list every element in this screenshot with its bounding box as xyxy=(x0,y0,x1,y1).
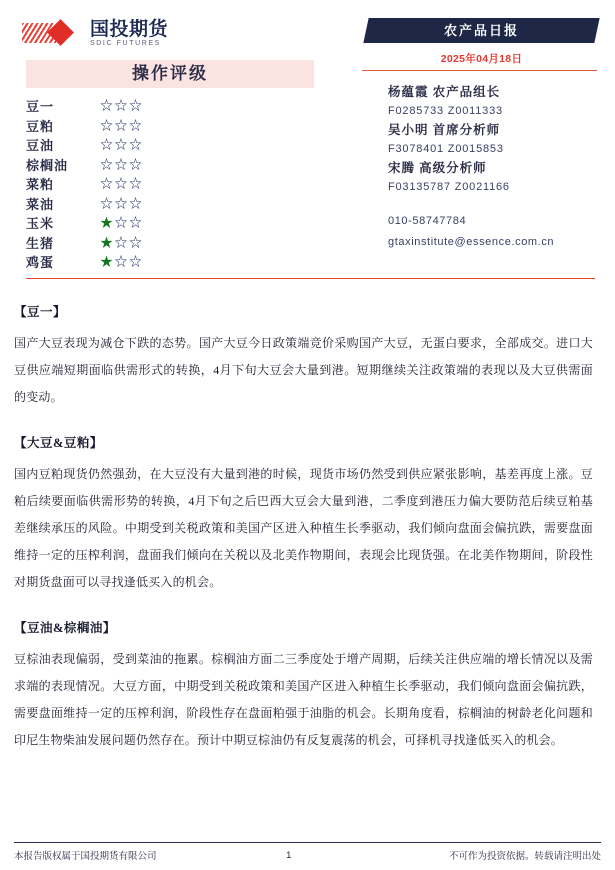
report-date-divider xyxy=(362,70,597,71)
analyst-name: 宋腾 高级分析师 xyxy=(388,161,487,175)
star-empty-icon: ☆ xyxy=(114,254,130,270)
report-title-skew xyxy=(363,18,599,43)
rating-row xyxy=(26,194,322,214)
section-paragraph: 豆棕油表现偏弱，受到菜油的拖累。棕榈油方面二三季度处于增产周期，后续关注供应端的增长情况以及需求端的表现情况。大豆方面，中期受到关税政策和美国产区进入种植生长季驱动，我们倾向盘面会偏抗跌，需要盘面维持一定的压榨利润，阶段性存在盘面粕强于油脂的机会。长期角度看，棕榈油的树龄老化问题和印尼生物柴油发展问题仍然存在。预计中期豆棕油仍有反复震荡的机会，可择机寻找逢低买入的机会。 xyxy=(14,652,593,747)
analyst-license-code: F03135787 Z0021166 xyxy=(388,181,510,193)
star-empty-icon: ☆ xyxy=(100,195,115,211)
rating-commodity-name: 生猪 xyxy=(26,235,55,251)
rating-stars xyxy=(100,216,144,229)
star-empty-icon: ☆ xyxy=(100,137,115,153)
star-empty-icon: ☆ xyxy=(129,195,144,211)
section-heading: 【豆油&棕榈油】 xyxy=(14,621,116,635)
footer-page-number: 1 xyxy=(286,849,292,861)
analyst-license-code: F0285733 Z0011333 xyxy=(388,105,503,117)
rating-panel xyxy=(0,0,322,280)
rating-row xyxy=(26,252,322,272)
star-empty-icon: ☆ xyxy=(129,176,144,192)
star-empty-icon: ☆ xyxy=(114,98,130,114)
star-empty-icon: ☆ xyxy=(114,176,130,192)
rating-stars xyxy=(100,138,144,151)
analyst-license-code: F3078401 Z0015853 xyxy=(388,143,504,155)
report-title-banner xyxy=(366,18,597,44)
header-area xyxy=(0,0,615,280)
analyst-entry xyxy=(388,83,615,121)
star-empty-icon: ☆ xyxy=(129,234,144,250)
report-body xyxy=(0,280,615,754)
contact-email[interactable]: gtaxinstitute@essence.com.cn xyxy=(388,236,555,248)
star-filled-icon: ★ xyxy=(100,234,115,250)
star-empty-icon: ☆ xyxy=(129,98,144,114)
rating-commodity-name: 豆油 xyxy=(26,138,55,154)
rating-commodity-name: 豆一 xyxy=(26,99,55,115)
analyst-name: 杨蕴霞 农产品组长 xyxy=(388,85,501,99)
page-footer xyxy=(14,842,601,862)
contact-phone: 010-58747784 xyxy=(388,215,467,227)
star-empty-icon: ☆ xyxy=(100,156,115,172)
star-empty-icon: ☆ xyxy=(114,137,130,153)
report-meta-panel xyxy=(322,0,615,280)
section-paragraph: 国内豆粕现货仍然强劲，在大豆没有大量到港的时候，现货市场仍然受到供应紧张影响，基差再度上涨。豆粕后续要面临供需形势的转换，4月下旬之后巴西大豆会大量到港，二季度到港压力偏大要防范后续豆粕基差继续承压的风险。中期受到关税政策和美国产区进入种植生长季驱动，我们倾向盘面会偏抗跌，需要盘面维持一定的压榨利润，盘面我们倾向在关税以及北美作物期间，表现会比现货强。在北美作物期间，阶段性对期货盘面可以寻找逢低买入的机会。 xyxy=(14,467,593,589)
analyst-entry xyxy=(388,159,615,197)
header-divider xyxy=(26,278,595,279)
star-empty-icon: ☆ xyxy=(129,215,144,231)
star-empty-icon: ☆ xyxy=(129,137,144,153)
rating-stars xyxy=(100,255,144,268)
rating-stars xyxy=(100,197,144,210)
analyst-entry xyxy=(388,121,615,159)
rating-commodity-name: 棕榈油 xyxy=(26,157,69,173)
star-empty-icon: ☆ xyxy=(100,176,115,192)
section-gap xyxy=(14,602,593,618)
rating-row xyxy=(26,96,322,116)
star-empty-icon: ☆ xyxy=(100,117,115,133)
brand-text xyxy=(90,20,168,47)
footer-disclaimer: 不可作为投资依据。转载请注明出处 xyxy=(448,851,601,862)
rating-row xyxy=(26,213,322,233)
rating-row xyxy=(26,135,322,155)
rating-stars xyxy=(100,236,144,249)
report-section xyxy=(14,618,593,754)
brand-name-cn: 国投期货 xyxy=(90,18,169,40)
rating-list xyxy=(0,96,322,272)
star-empty-icon: ☆ xyxy=(114,234,130,250)
star-empty-icon: ☆ xyxy=(129,254,144,270)
rating-stars xyxy=(100,99,144,112)
section-gap xyxy=(14,417,593,433)
star-filled-icon: ★ xyxy=(100,215,115,231)
brand-name-en: SDIC FUTURES xyxy=(90,39,161,47)
report-section xyxy=(14,302,593,411)
rating-commodity-name: 玉米 xyxy=(26,216,55,232)
contact-block xyxy=(388,211,615,253)
rating-stars xyxy=(100,177,144,190)
rating-row xyxy=(26,116,322,136)
rating-stars xyxy=(100,119,144,132)
rating-row xyxy=(26,233,322,253)
star-empty-icon: ☆ xyxy=(114,156,130,172)
star-empty-icon: ☆ xyxy=(129,156,144,172)
rating-row xyxy=(26,155,322,175)
rating-commodity-name: 豆粕 xyxy=(26,118,55,134)
analyst-list xyxy=(388,83,615,197)
star-empty-icon: ☆ xyxy=(100,98,115,114)
report-title-text: 农产品日报 xyxy=(443,23,519,38)
rating-commodity-name: 菜油 xyxy=(26,196,55,212)
section-heading: 【大豆&豆粕】 xyxy=(14,436,103,450)
section-heading: 【豆一】 xyxy=(14,305,67,319)
rating-commodity-name: 鸡蛋 xyxy=(26,255,55,271)
star-empty-icon: ☆ xyxy=(129,117,144,133)
brand-logo xyxy=(0,0,322,50)
analyst-name: 吴小明 首席分析师 xyxy=(388,123,501,137)
star-empty-icon: ☆ xyxy=(114,195,130,211)
rating-commodity-name: 菜粕 xyxy=(26,177,55,193)
sdic-logo-icon xyxy=(22,20,84,46)
rating-row xyxy=(26,174,322,194)
star-empty-icon: ☆ xyxy=(114,117,130,133)
rating-panel-title: 操作评级 xyxy=(26,60,314,88)
star-empty-icon: ☆ xyxy=(114,215,130,231)
report-date: 2025年04月18日 xyxy=(440,53,523,65)
rating-stars xyxy=(100,158,144,171)
report-section xyxy=(14,433,593,596)
footer-copyright: 本报告版权属于国投期货有限公司 xyxy=(14,851,157,862)
star-filled-icon: ★ xyxy=(100,254,115,270)
section-paragraph: 国产大豆表现为减仓下跌的态势。国产大豆今日政策端竞价采购国产大豆，无蛋白要求，全部成交。进口大豆供应端短期面临供需形式的转换，4月下旬大豆会大量到港。短期继续关注政策端的表现以及大豆供需面的变动。 xyxy=(14,336,593,404)
